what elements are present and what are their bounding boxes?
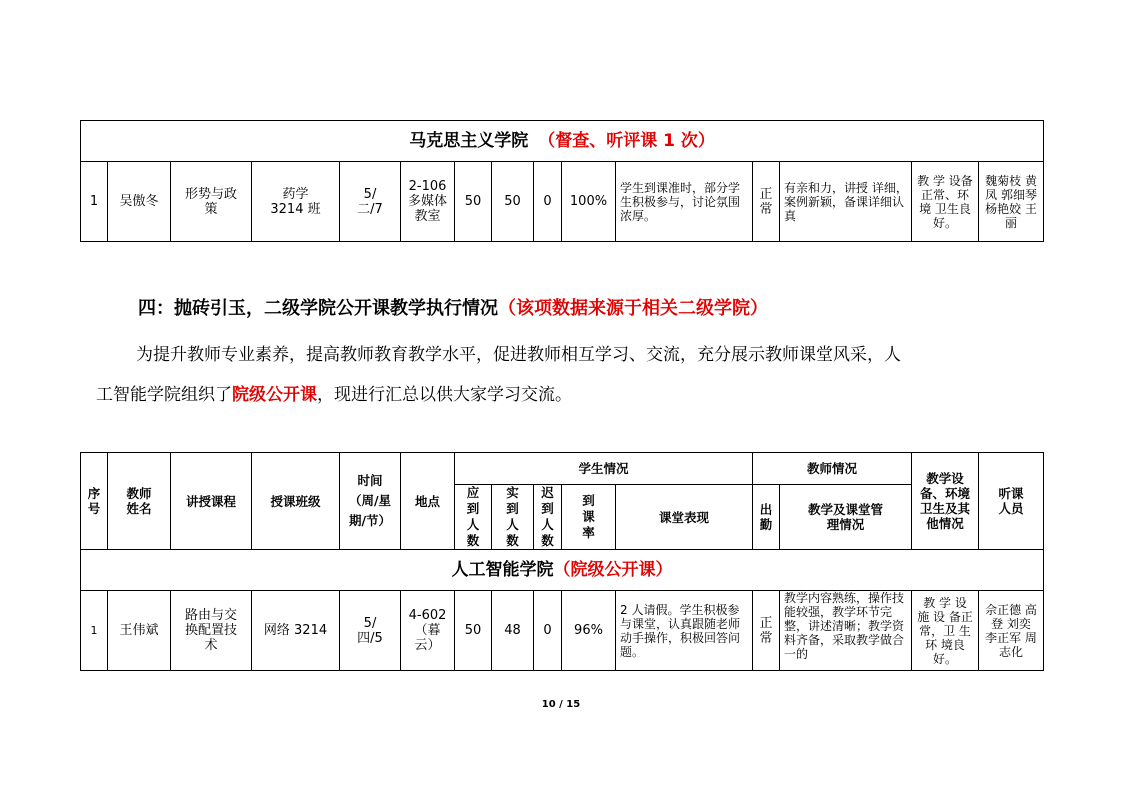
row-late: 0: [534, 162, 562, 242]
row-actual: 50: [492, 162, 534, 242]
header-rate: 到课率: [562, 485, 616, 550]
paragraph-line-1: 为提升教师专业素养，提高教师教育教学水平，促进教师相互学习、交流，充分展示教师课堂风采，人: [136, 345, 901, 365]
row-attendance: 正常: [753, 162, 780, 242]
header-management: 教学及课堂管理情况: [780, 485, 912, 550]
heading-note: （该项数据来源于相关二级学院）: [498, 298, 768, 319]
header-place: 地点: [401, 453, 455, 550]
paragraph-text: 工智能学院组织了: [96, 385, 232, 405]
row-expected: 50: [455, 591, 492, 671]
row-late: 0: [534, 591, 562, 671]
row-listeners: 佘正德 高登 刘奕 李正军 周志化: [979, 591, 1044, 671]
header-row-1: [81, 453, 1044, 485]
row-attendance: 正常: [753, 591, 780, 671]
header-late: 迟到人数: [534, 485, 562, 550]
section-title: [81, 121, 1044, 162]
section-heading: [138, 294, 768, 320]
row-actual: 48: [492, 591, 534, 671]
row-performance: 学生到课准时，部分学生积极参与，讨论氛围浓厚。: [616, 162, 753, 242]
paragraph-text-end: ，现进行汇总以供大家学习交流。: [317, 385, 572, 405]
row-time: 5/四/5: [340, 591, 401, 671]
header-teacher-group: 教师情况: [753, 453, 912, 485]
section-title: [81, 550, 1044, 591]
header-performance: 课堂表现: [616, 485, 753, 550]
header-listeners: 听课人员: [979, 453, 1044, 550]
paragraph-line-2: [96, 380, 1036, 405]
row-teacher: 王伟斌: [108, 591, 171, 671]
row-rate: 100%: [562, 162, 616, 242]
header-actual: 实到人数: [492, 485, 534, 550]
header-student-group: 学生情况: [455, 453, 753, 485]
row-no: 1: [81, 591, 108, 671]
page-number: 10 / 15: [541, 699, 581, 710]
header-course: 讲授课程: [171, 453, 252, 550]
header-attendance: 出勤: [753, 485, 780, 550]
header-environment: 教学设备、环境卫生及其他情况: [912, 453, 979, 550]
row-place: 4-602（暮云）: [401, 591, 455, 671]
row-management: 教学内容熟练，操作技能较强，教学环节完整，讲述清晰；教学资料齐备，采取教学做合一的: [780, 591, 912, 671]
section-note: （院级公开课）: [553, 559, 673, 580]
heading-main: 四：抛砖引玉，二级学院公开课教学执行情况: [138, 298, 498, 319]
row-no: 1: [81, 162, 108, 242]
paragraph-highlight: 院级公开课: [232, 385, 317, 405]
row-listeners: 魏菊枝 黄凤 郭细琴 杨艳姣 王丽: [979, 162, 1044, 242]
header-time: 时间（周/星期/节）: [340, 453, 401, 550]
header-no: 序号: [81, 453, 108, 550]
header-expected: 应到人数: [455, 485, 492, 550]
header-class: 授课班级: [252, 453, 340, 550]
section-name: 马克思主义学院: [409, 130, 529, 151]
table-row: [81, 591, 1044, 671]
row-course: 形势与政策: [171, 162, 252, 242]
section-row: [81, 121, 1044, 162]
row-class: 网络 3214: [252, 591, 340, 671]
section-note: （督查、听评课 1 次）: [538, 130, 715, 151]
row-management: 有亲和力，讲授 详细，案例新颖，备课详细认真: [780, 162, 912, 242]
table-ai-school: [80, 452, 1044, 671]
section-name: 人工智能学院: [451, 559, 554, 580]
row-course: 路由与交换配置技术: [171, 591, 252, 671]
row-rate: 96%: [562, 591, 616, 671]
table-row: [81, 162, 1044, 242]
header-teacher: 教师姓名: [108, 453, 171, 550]
row-environment: 教 学 设 施 设 备正常，卫 生 环 境良好。: [912, 591, 979, 671]
row-class: 药学 3214 班: [252, 162, 340, 242]
row-expected: 50: [455, 162, 492, 242]
section-row: [81, 550, 1044, 591]
table-marxism-school: [80, 120, 1044, 242]
row-environment: 教 学 设备正常、环 境 卫生良好。: [912, 162, 979, 242]
row-time: 5/二/7: [340, 162, 401, 242]
row-place: 2-106 多媒体教室: [401, 162, 455, 242]
row-teacher: 吴傲冬: [108, 162, 171, 242]
row-performance: 2 人请假。学生积极参与课堂，认真跟随老师动手操作，积极回答问题。: [616, 591, 753, 671]
